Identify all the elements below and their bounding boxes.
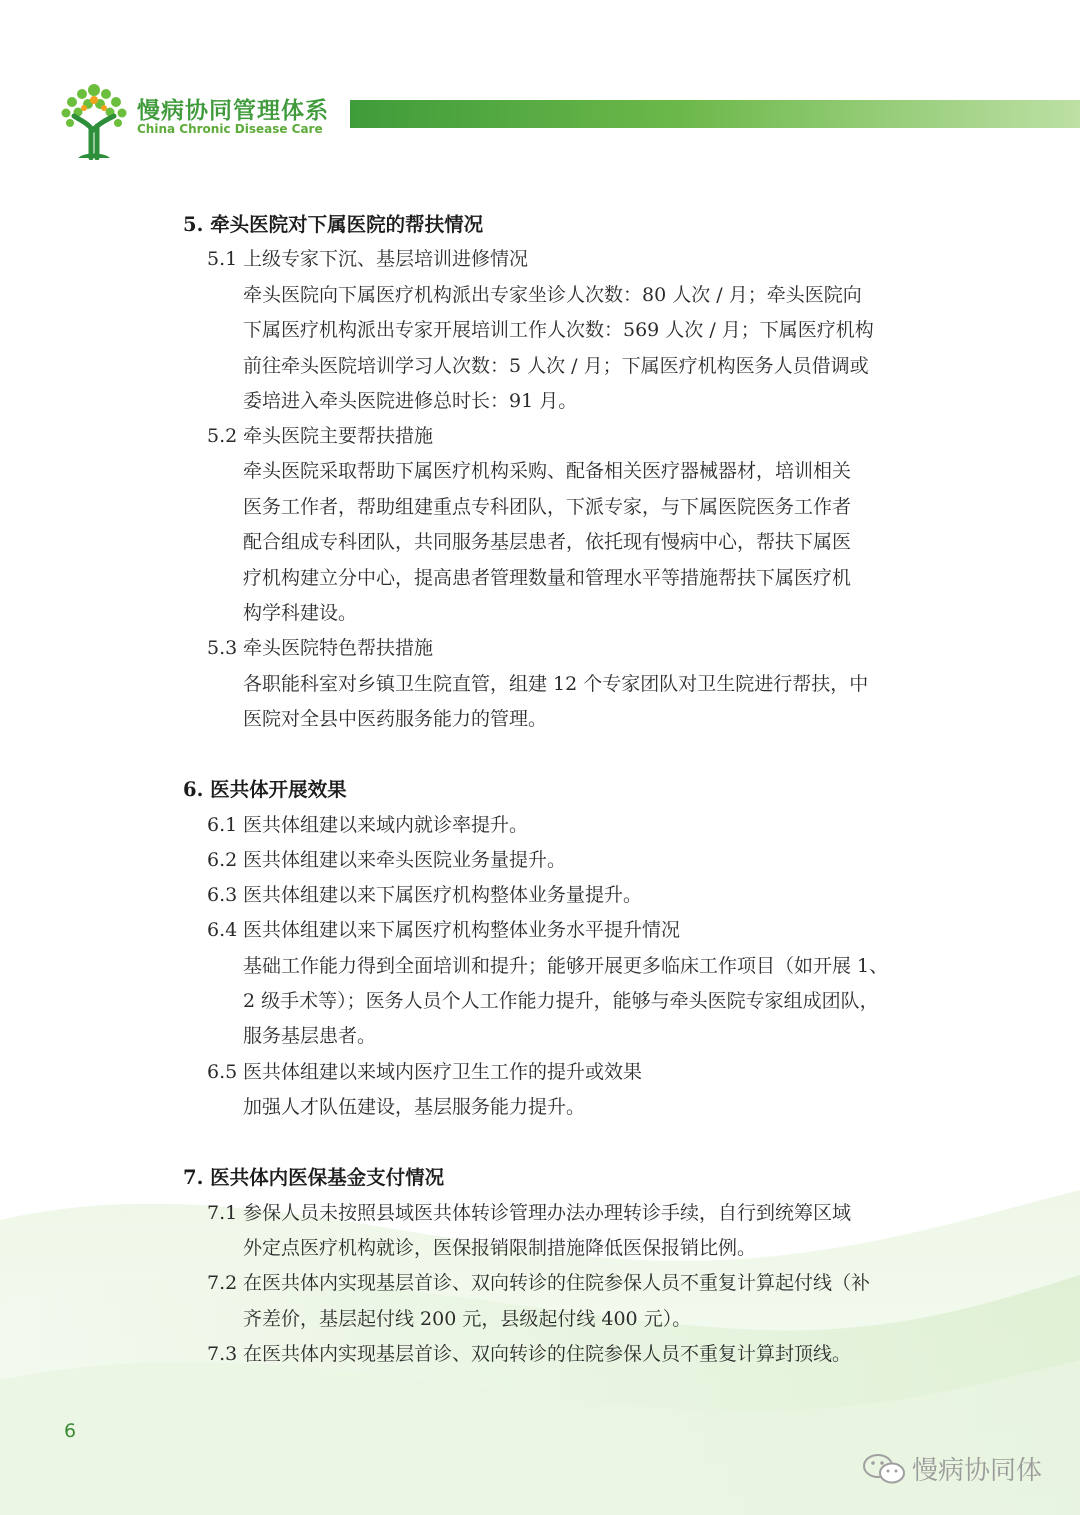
- subsection-number: 7.1: [207, 1202, 238, 1224]
- subsection-6-2: [207, 843, 566, 878]
- subsection-6-1: [207, 808, 528, 843]
- subsection-number: 5.3: [207, 637, 238, 659]
- wechat-icon: [862, 1452, 906, 1486]
- subsection-number: 5.2: [207, 425, 238, 447]
- section-5-title: 5. 牵头医院对下属医院的帮扶情况: [183, 213, 484, 236]
- paragraph-line: 牵头医院采取帮助下属医疗机构采购、配备相关医疗器械器材，培训相关: [243, 460, 852, 482]
- paragraph-line: 2 级手术等）；医务人员个人工作能力提升，能够与牵头医院专家组成团队，: [243, 990, 879, 1012]
- subsection-5-1: [207, 242, 528, 277]
- subsection-title: 参保人员未按照县域医共体转诊管理办法办理转诊手续，自行到统筹区域: [243, 1202, 852, 1224]
- paragraph-line: 委培进入牵头医院进修总时长：91 月。: [243, 390, 578, 412]
- paragraph-line: 基础工作能力得到全面培训和提升；能够开展更多临床工作项目（如开展 1、: [243, 955, 889, 977]
- subsection-number: 7.2: [207, 1272, 238, 1294]
- subsection-5-2: [207, 419, 433, 454]
- paragraph-line: 医务工作者，帮助组建重点专科团队，下派专家，与下属医院医务工作者: [243, 496, 852, 518]
- subsection-title: 医共体组建以来域内就诊率提升。: [243, 814, 529, 836]
- subsection-number: 6.4: [207, 919, 238, 941]
- paragraph-line: 医院对全县中医药服务能力的管理。: [243, 708, 548, 730]
- subsection-number: 7.3: [207, 1343, 238, 1365]
- subsection-title: 牵头医院特色帮扶措施: [243, 637, 434, 659]
- paragraph-line: 构学科建设。: [243, 602, 358, 624]
- subsection-title: 医共体组建以来下属医疗机构整体业务量提升。: [243, 884, 643, 906]
- subsection-title: 上级专家下沉、基层培训进修情况: [243, 248, 529, 270]
- paragraph-line: 加强人才队伍建设，基层服务能力提升。: [243, 1096, 586, 1118]
- section-6-title: 6. 医共体开展效果: [183, 778, 347, 801]
- subsection-title: 在医共体内实现基层首诊、双向转诊的住院参保人员不重复计算起付线（补: [243, 1272, 871, 1294]
- paragraph-line: 牵头医院向下属医疗机构派出专家坐诊人次数：80 人次 / 月；牵头医院向: [243, 284, 862, 306]
- paragraph-line: 配合组成专科团队，共同服务基层患者，依托现有慢病中心，帮扶下属医: [243, 531, 852, 553]
- subsection-title: 医共体组建以来域内医疗卫生工作的提升或效果: [243, 1061, 643, 1083]
- subsection-7-1: [207, 1196, 851, 1231]
- brand-title-cn: 慢病协同管理体系: [137, 98, 329, 124]
- watermark-text: 慢病协同体: [912, 1456, 1043, 1486]
- subsection-number: 6.3: [207, 884, 238, 906]
- paragraph-line: 前往牵头医院培训学习人次数：5 人次 / 月；下属医疗机构医务人员借调或: [243, 355, 869, 377]
- subsection-7-2: [207, 1266, 870, 1301]
- subsection-title: 在医共体内实现基层首诊、双向转诊的住院参保人员不重复计算封顶线。: [243, 1343, 852, 1365]
- subsection-number: 6.5: [207, 1061, 238, 1083]
- page-header: [0, 70, 1080, 160]
- header-gradient-bar: [350, 100, 1080, 128]
- section-7-title: 7. 医共体内医保基金支付情况: [183, 1166, 445, 1189]
- subsection-title: 医共体组建以来下属医疗机构整体业务水平提升情况: [243, 919, 681, 941]
- page-number: 6: [64, 1420, 77, 1442]
- paragraph-line: 服务基层患者。: [243, 1025, 377, 1047]
- paragraph-line: 各职能科室对乡镇卫生院直管，组建 12 个专家团队对卫生院进行帮扶，中: [243, 673, 869, 695]
- brand-title-en: China Chronic Disease Care: [137, 122, 323, 136]
- subsection-number: 6.1: [207, 814, 238, 836]
- subsection-title: 牵头医院主要帮扶措施: [243, 425, 434, 447]
- subsection-number: 5.1: [207, 248, 238, 270]
- subsection-6-5: [207, 1055, 642, 1090]
- subsection-6-3: [207, 878, 642, 913]
- subsection-title: 医共体组建以来牵头医院业务量提升。: [243, 849, 567, 871]
- paragraph-line: 下属医疗机构派出专家开展培训工作人次数：569 人次 / 月；下属医疗机构: [243, 319, 874, 341]
- paragraph-line: 齐差价，基层起付线 200 元，县级起付线 400 元）。: [243, 1308, 692, 1330]
- subsection-5-3: [207, 631, 433, 666]
- subsection-7-3: [207, 1337, 851, 1372]
- subsection-6-4: [207, 913, 680, 948]
- paragraph-line: 疗机构建立分中心，提高患者管理数量和管理水平等措施帮扶下属医疗机: [243, 567, 852, 589]
- tree-logo-icon: [58, 80, 130, 160]
- subsection-number: 6.2: [207, 849, 238, 871]
- paragraph-line: 外定点医疗机构就诊，医保报销限制措施降低医保报销比例。: [243, 1237, 757, 1259]
